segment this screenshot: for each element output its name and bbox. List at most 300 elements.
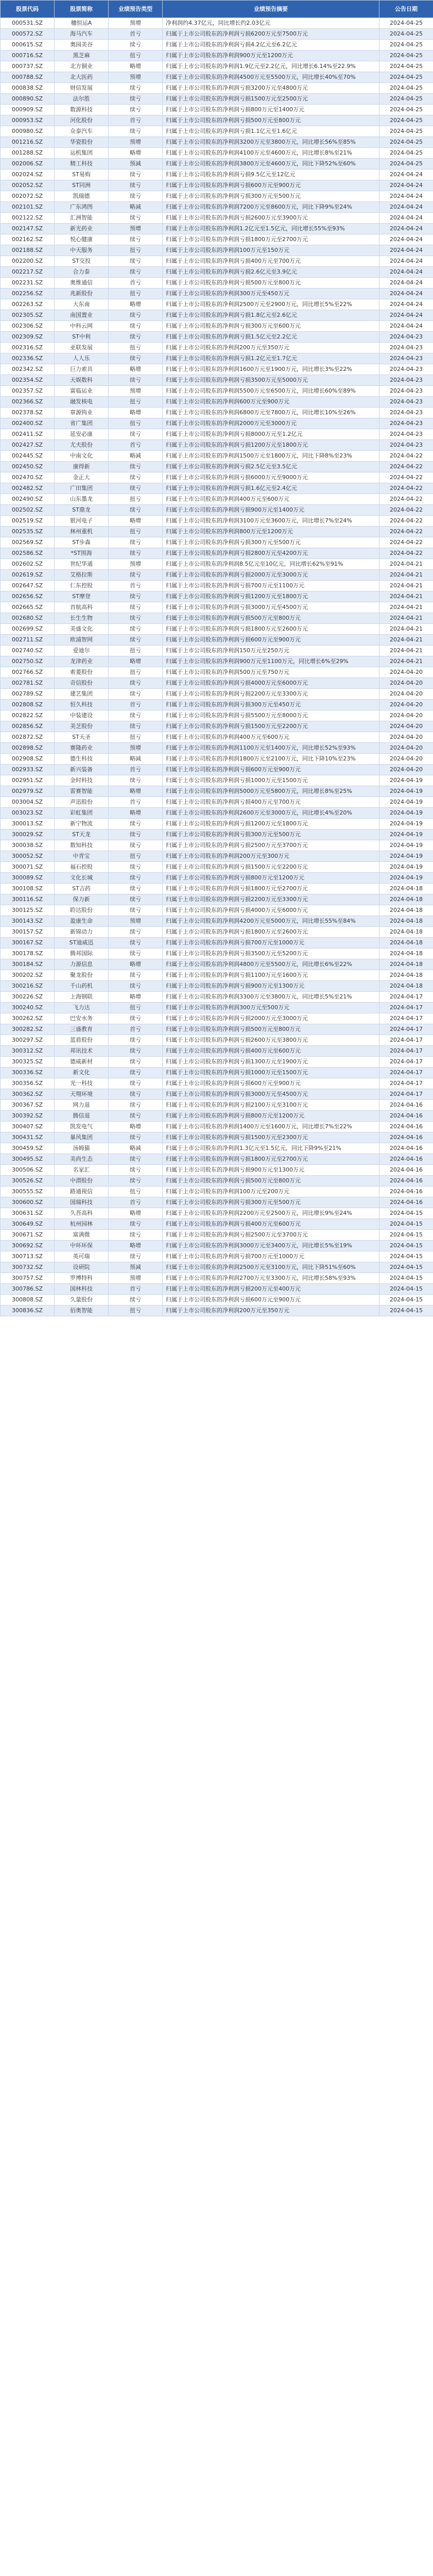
stock-code-cell[interactable]: 002336.SZ [1, 353, 55, 364]
stock-code-cell[interactable]: 002316.SZ [1, 343, 55, 353]
forecast-type-cell: 续亏 [109, 234, 163, 245]
stock-code-cell[interactable]: 002200.SZ [1, 256, 55, 267]
stock-code-cell[interactable]: 300297.SZ [1, 1035, 55, 1046]
stock-code-cell[interactable]: 000716.SZ [1, 50, 55, 61]
stock-name-cell[interactable]: 腾邦国际 [55, 948, 109, 959]
stock-code-cell[interactable]: 300732.SZ [1, 1262, 55, 1273]
stock-code-cell[interactable]: 300143.SZ [1, 916, 55, 927]
stock-name-cell[interactable]: 新锦动力 [55, 927, 109, 938]
stock-name-cell[interactable]: 新光药业 [55, 224, 109, 234]
announce-date-cell: 2024-04-24 [379, 310, 433, 321]
stock-code-cell[interactable]: 300495.SZ [1, 1154, 55, 1165]
stock-code-cell[interactable]: 300178.SZ [1, 948, 55, 959]
header-stock-code[interactable]: 股票代码 [1, 1, 55, 18]
stock-name-cell[interactable]: 法尔胜 [55, 94, 109, 105]
stock-name-cell[interactable]: 美尚生态 [55, 1154, 109, 1165]
stock-code-cell[interactable]: 000572.SZ [1, 29, 55, 40]
table-row [1, 808, 433, 819]
stock-code-cell[interactable]: 002619.SZ [1, 570, 55, 581]
stock-name-cell[interactable]: ST迪威迅 [55, 938, 109, 948]
stock-name-cell[interactable]: 中青宝 [55, 851, 109, 862]
stock-code-cell[interactable]: 300202.SZ [1, 970, 55, 981]
stock-name-cell[interactable]: 人人乐 [55, 353, 109, 364]
forecast-summary-cell: 归属于上市公司股东的净利润亏损1200万元至1800万元 [163, 440, 379, 451]
stock-name-cell[interactable]: 金时科技 [55, 775, 109, 786]
stock-name-cell[interactable]: ST吉药 [55, 884, 109, 894]
forecast-type-cell: 续亏 [109, 840, 163, 851]
forecast-summary-cell: 归属于上市公司股东的净利润亏损1.1亿元至1.6亿元 [163, 126, 379, 137]
stock-name-cell[interactable]: 奥维通信 [55, 278, 109, 289]
announce-date-cell: 2024-04-16 [379, 1100, 433, 1111]
stock-code-cell[interactable]: 002482.SZ [1, 483, 55, 494]
stock-code-cell[interactable]: 300125.SZ [1, 905, 55, 916]
table-row [1, 537, 433, 548]
stock-code-cell[interactable]: 000788.SZ [1, 72, 55, 83]
table-row [1, 202, 433, 213]
forecast-summary-cell: 归属于上市公司股东的净利润300万元至500万元 [163, 1003, 379, 1013]
stock-name-cell[interactable]: 罗博特科 [55, 1273, 109, 1284]
forecast-type-cell: 续亏 [109, 1251, 163, 1262]
stock-code-cell[interactable]: 300362.SZ [1, 1089, 55, 1100]
forecast-summary-cell: 归属于上市公司股东的净利润4500万元至5500万元，同比增长40%至70% [163, 72, 379, 83]
stock-code-cell[interactable]: 300240.SZ [1, 1003, 55, 1013]
stock-code-cell[interactable]: 300184.SZ [1, 959, 55, 970]
forecast-type-cell: 扭亏 [109, 667, 163, 678]
stock-code-cell[interactable]: 002122.SZ [1, 213, 55, 224]
stock-code-cell[interactable]: 002656.SZ [1, 591, 55, 602]
stock-name-cell[interactable]: 众泰汽车 [55, 126, 109, 137]
stock-name-cell[interactable]: 国林科技 [55, 1284, 109, 1295]
stock-code-cell[interactable]: 002490.SZ [1, 494, 55, 505]
stock-name-cell[interactable]: 光一科技 [55, 1078, 109, 1089]
forecast-summary-cell: 归属于上市公司股东的净利润2200万元至2500万元，同比增长9%至24% [163, 1208, 379, 1219]
header-announce-date[interactable]: 公告日期 [379, 1, 433, 18]
stock-code-cell[interactable]: 300506.SZ [1, 1165, 55, 1176]
stock-name-cell[interactable]: 悦心健康 [55, 234, 109, 245]
stock-code-cell[interactable]: 002789.SZ [1, 689, 55, 700]
stock-code-cell[interactable]: 002808.SZ [1, 700, 55, 710]
stock-code-cell[interactable]: 002856.SZ [1, 721, 55, 732]
stock-code-cell[interactable]: 300836.SZ [1, 1306, 55, 1316]
stock-code-cell[interactable]: 002400.SZ [1, 418, 55, 429]
announce-date-cell: 2024-04-21 [379, 646, 433, 656]
stock-name-cell[interactable]: 巨力索具 [55, 364, 109, 375]
stock-code-cell[interactable]: 002378.SZ [1, 408, 55, 418]
stock-code-cell[interactable]: 003004.SZ [1, 797, 55, 808]
stock-code-cell[interactable]: 002342.SZ [1, 364, 55, 375]
stock-name-cell[interactable]: 海马汽车 [55, 29, 109, 40]
stock-name-cell[interactable]: ST步森 [55, 537, 109, 548]
stock-code-cell[interactable]: 300713.SZ [1, 1251, 55, 1262]
stock-code-cell[interactable]: 000890.SZ [1, 94, 55, 105]
stock-code-cell[interactable]: 300631.SZ [1, 1208, 55, 1219]
stock-name-cell[interactable]: 杭州园林 [55, 1219, 109, 1230]
stock-code-cell[interactable]: 002357.SZ [1, 386, 55, 397]
stock-name-cell[interactable]: 北大医药 [55, 72, 109, 83]
stock-code-cell[interactable]: 000615.SZ [1, 40, 55, 50]
stock-code-cell[interactable]: 300089.SZ [1, 873, 55, 884]
stock-name-cell[interactable]: 聚龙股份 [55, 970, 109, 981]
stock-name-cell[interactable]: 建艺集团 [55, 689, 109, 700]
stock-code-cell[interactable]: 300116.SZ [1, 894, 55, 905]
table-row [1, 775, 433, 786]
stock-name-cell[interactable]: 腾信退 [55, 1111, 109, 1122]
stock-name-cell[interactable]: 中南文化 [55, 451, 109, 462]
stock-name-cell[interactable]: 世纪华通 [55, 559, 109, 570]
stock-name-cell[interactable]: 精工科技 [55, 159, 109, 170]
stock-name-cell[interactable]: 运机集团 [55, 148, 109, 159]
stock-code-cell[interactable]: 002366.SZ [1, 397, 55, 408]
stock-name-cell[interactable]: 数知科技 [55, 840, 109, 851]
stock-name-cell[interactable]: 聆达股份 [55, 905, 109, 916]
stock-name-cell[interactable]: 汤姆猫 [55, 1143, 109, 1154]
announce-date-cell: 2024-04-18 [379, 948, 433, 959]
stock-code-cell[interactable]: 300013.SZ [1, 819, 55, 829]
stock-code-cell[interactable]: 002699.SZ [1, 624, 55, 635]
stock-name-cell[interactable]: 汇洲智能 [55, 213, 109, 224]
forecast-type-cell: 扭亏 [109, 418, 163, 429]
table-row [1, 61, 433, 72]
stock-name-cell[interactable]: 德威新材 [55, 1057, 109, 1067]
stock-code-cell[interactable]: 002979.SZ [1, 786, 55, 797]
stock-code-cell[interactable]: 300029.SZ [1, 829, 55, 840]
stock-code-cell[interactable]: 002781.SZ [1, 678, 55, 689]
stock-code-cell[interactable]: 002006.SZ [1, 159, 55, 170]
stock-code-cell[interactable]: 002470.SZ [1, 472, 55, 483]
stock-code-cell[interactable]: 300282.SZ [1, 1024, 55, 1035]
stock-code-cell[interactable]: 000909.SZ [1, 105, 55, 115]
stock-code-cell[interactable]: 300392.SZ [1, 1111, 55, 1122]
stock-code-cell[interactable]: 000737.SZ [1, 61, 55, 72]
stock-name-cell[interactable]: 欧浦智网 [55, 635, 109, 646]
stock-name-cell[interactable]: 融发核电 [55, 397, 109, 408]
stock-name-cell[interactable]: 久吾高科 [55, 1208, 109, 1219]
stock-name-cell[interactable]: 长生生物 [55, 613, 109, 624]
stock-name-cell[interactable]: 林州重机 [55, 527, 109, 537]
stock-code-cell[interactable]: 002445.SZ [1, 451, 55, 462]
stock-name-cell[interactable]: ST同洲 [55, 180, 109, 191]
announce-date-cell: 2024-04-23 [379, 397, 433, 408]
stock-code-cell[interactable]: 002647.SZ [1, 581, 55, 591]
table-row [1, 1306, 433, 1316]
forecast-type-cell: 略增 [109, 61, 163, 72]
stock-name-cell[interactable]: 章源钨业 [55, 408, 109, 418]
stock-code-cell[interactable]: 300356.SZ [1, 1078, 55, 1089]
table-row [1, 159, 433, 170]
stock-code-cell[interactable]: 002263.SZ [1, 299, 55, 310]
stock-name-cell[interactable]: 千山药机 [55, 981, 109, 992]
announce-date-cell: 2024-04-20 [379, 754, 433, 765]
stock-code-cell[interactable]: 002309.SZ [1, 332, 55, 343]
stock-name-cell[interactable]: 设研院 [55, 1262, 109, 1273]
stock-code-cell[interactable]: 300038.SZ [1, 840, 55, 851]
stock-code-cell[interactable]: 002052.SZ [1, 180, 55, 191]
header-stock-name[interactable]: 股票简称 [55, 1, 109, 18]
stock-name-cell[interactable]: 穗恒运A [55, 18, 109, 29]
stock-name-cell[interactable]: 英可瑞 [55, 1251, 109, 1262]
stock-code-cell[interactable]: 001288.SZ [1, 148, 55, 159]
announce-date-cell: 2024-04-20 [379, 743, 433, 754]
announce-date-cell: 2024-04-15 [379, 1241, 433, 1251]
forecast-summary-cell: 归属于上市公司股东的净利润100万元至200万元 [163, 1187, 379, 1197]
stock-name-cell[interactable]: 首航高科 [55, 602, 109, 613]
stock-name-cell[interactable]: 仁东控股 [55, 581, 109, 591]
stock-name-cell[interactable]: 天娱数科 [55, 375, 109, 386]
stock-name-cell[interactable]: 奇信股份 [55, 678, 109, 689]
stock-name-cell[interactable]: ST交投 [55, 256, 109, 267]
stock-code-cell[interactable]: 002188.SZ [1, 245, 55, 256]
stock-code-cell[interactable]: 002680.SZ [1, 613, 55, 624]
stock-name-cell[interactable]: 巴安水务 [55, 1013, 109, 1024]
stock-name-cell[interactable]: 美盛文化 [55, 624, 109, 635]
table-row [1, 170, 433, 180]
forecast-summary-cell: 归属于上市公司股东的净利润亏损400万元至600万元 [163, 1219, 379, 1230]
forecast-type-cell: 续亏 [109, 483, 163, 494]
stock-code-cell[interactable]: 002450.SZ [1, 462, 55, 472]
stock-name-cell[interactable]: 康得新 [55, 462, 109, 472]
forecast-summary-cell: 归属于上市公司股东的净利润800万元至1200万元 [163, 527, 379, 537]
stock-name-cell[interactable]: 保力新 [55, 894, 109, 905]
stock-code-cell[interactable]: 300526.SZ [1, 1176, 55, 1187]
stock-name-cell[interactable]: 福石控股 [55, 862, 109, 873]
forecast-type-cell: 续亏 [109, 624, 163, 635]
stock-code-cell[interactable]: 300808.SZ [1, 1295, 55, 1306]
forecast-type-cell: 续亏 [109, 1035, 163, 1046]
stock-name-cell[interactable]: 名家汇 [55, 1165, 109, 1176]
stock-code-cell[interactable]: 300407.SZ [1, 1122, 55, 1132]
stock-code-cell[interactable]: 300757.SZ [1, 1273, 55, 1284]
stock-code-cell[interactable]: 002411.SZ [1, 429, 55, 440]
stock-code-cell[interactable]: 300167.SZ [1, 938, 55, 948]
table-row [1, 624, 433, 635]
stock-code-cell[interactable]: 001216.SZ [1, 137, 55, 148]
stock-code-cell[interactable]: 002101.SZ [1, 202, 55, 213]
stock-code-cell[interactable]: 002908.SZ [1, 754, 55, 765]
stock-name-cell[interactable]: 国瑞科技 [55, 1197, 109, 1208]
stock-code-cell[interactable]: 002822.SZ [1, 710, 55, 721]
stock-code-cell[interactable]: 300555.SZ [1, 1187, 55, 1197]
stock-code-cell[interactable]: 300226.SZ [1, 992, 55, 1003]
table-row [1, 635, 433, 646]
stock-name-cell[interactable]: 恒久科技 [55, 700, 109, 710]
stock-code-cell[interactable]: 002951.SZ [1, 775, 55, 786]
stock-name-cell[interactable]: 黑芝麻 [55, 50, 109, 61]
stock-code-cell[interactable]: 003023.SZ [1, 808, 55, 819]
stock-code-cell[interactable]: 002354.SZ [1, 375, 55, 386]
stock-name-cell[interactable]: 广田集团 [55, 483, 109, 494]
stock-name-cell[interactable]: 索菱股份 [55, 667, 109, 678]
stock-name-cell[interactable]: 暴风集团 [55, 1132, 109, 1143]
stock-code-cell[interactable]: 002766.SZ [1, 667, 55, 678]
stock-name-cell[interactable]: 凯瑞德 [55, 191, 109, 202]
stock-name-cell[interactable]: 省广集团 [55, 418, 109, 429]
stock-name-cell[interactable]: 数源科技 [55, 105, 109, 115]
stock-name-cell[interactable]: 爱迪尔 [55, 646, 109, 656]
forecast-type-cell: 续亏 [109, 1165, 163, 1176]
stock-name-cell[interactable]: 中装建设 [55, 710, 109, 721]
stock-name-cell[interactable]: 盈康生命 [55, 916, 109, 927]
stock-name-cell[interactable]: 艾格拉斯 [55, 570, 109, 581]
stock-code-cell[interactable]: 300216.SZ [1, 981, 55, 992]
stock-name-cell[interactable]: 中科云网 [55, 321, 109, 332]
stock-name-cell[interactable]: 富临运业 [55, 386, 109, 397]
table-row [1, 570, 433, 581]
stock-code-cell[interactable]: 300692.SZ [1, 1241, 55, 1251]
stock-code-cell[interactable]: 300649.SZ [1, 1219, 55, 1230]
stock-code-cell[interactable]: 002740.SZ [1, 646, 55, 656]
forecast-type-cell: 续亏 [109, 126, 163, 137]
table-row [1, 1003, 433, 1013]
forecast-type-cell: 续亏 [109, 1078, 163, 1089]
table-row [1, 1295, 433, 1306]
header-forecast-summary[interactable]: 业绩预告摘要 [163, 1, 379, 18]
stock-name-cell[interactable]: 雷赛智能 [55, 786, 109, 797]
stock-name-cell[interactable]: 兆新股份 [55, 289, 109, 299]
stock-name-cell[interactable]: 彩虹集团 [55, 808, 109, 819]
stock-name-cell[interactable]: 财信发展 [55, 83, 109, 94]
stock-name-cell[interactable]: ST鼎龙 [55, 505, 109, 516]
stock-code-cell[interactable]: 002586.SZ [1, 548, 55, 559]
table-row [1, 1024, 433, 1035]
stock-code-cell[interactable]: 002231.SZ [1, 278, 55, 289]
stock-name-cell[interactable]: 力源信息 [55, 959, 109, 970]
stock-name-cell[interactable]: 天翔环境 [55, 1089, 109, 1100]
stock-name-cell[interactable]: 龙津药业 [55, 656, 109, 667]
announce-date-cell: 2024-04-19 [379, 829, 433, 840]
stock-code-cell[interactable]: 002256.SZ [1, 289, 55, 299]
stock-name-cell[interactable]: 邦讯技术 [55, 1046, 109, 1057]
stock-name-cell[interactable]: ST易购 [55, 170, 109, 180]
stock-name-cell[interactable]: ST天龙 [55, 829, 109, 840]
table-row [1, 851, 433, 862]
stock-code-cell[interactable]: 300459.SZ [1, 1143, 55, 1154]
stock-code-cell[interactable]: 300367.SZ [1, 1100, 55, 1111]
stock-code-cell[interactable]: 000531.SZ [1, 18, 55, 29]
stock-name-cell[interactable]: 德生科技 [55, 754, 109, 765]
stock-name-cell[interactable]: 山东墨龙 [55, 494, 109, 505]
stock-code-cell[interactable]: 002602.SZ [1, 559, 55, 570]
stock-code-cell[interactable]: 002711.SZ [1, 635, 55, 646]
stock-code-cell[interactable]: 300671.SZ [1, 1230, 55, 1241]
stock-name-cell[interactable]: 尤夫股份 [55, 440, 109, 451]
stock-name-cell[interactable]: ST中利 [55, 332, 109, 343]
stock-code-cell[interactable]: 002427.SZ [1, 440, 55, 451]
stock-code-cell[interactable]: 002535.SZ [1, 527, 55, 537]
stock-code-cell[interactable]: 002872.SZ [1, 732, 55, 743]
stock-name-cell[interactable]: 新宁物流 [55, 819, 109, 829]
stock-code-cell[interactable]: 002898.SZ [1, 743, 55, 754]
stock-code-cell[interactable]: 002933.SZ [1, 765, 55, 775]
forecast-summary-cell: 归属于上市公司股东的净利润2600万元至3000万元，同比增长4%至20% [163, 808, 379, 819]
forecast-summary-cell: 归属于上市公司股东的净利润亏损1500万元至2200万元 [163, 721, 379, 732]
stock-name-cell[interactable]: 大东南 [55, 299, 109, 310]
stock-name-cell[interactable]: 久量股份 [55, 1295, 109, 1306]
stock-code-cell[interactable]: 300052.SZ [1, 851, 55, 862]
stock-name-cell[interactable]: 华瓷股份 [55, 137, 109, 148]
forecast-summary-cell: 归属于上市公司股东的净利润600万元至900万元 [163, 397, 379, 408]
stock-code-cell[interactable]: 002502.SZ [1, 505, 55, 516]
stock-name-cell[interactable]: 合力泰 [55, 267, 109, 278]
stock-code-cell[interactable]: 002217.SZ [1, 267, 55, 278]
stock-name-cell[interactable]: 北方铜业 [55, 61, 109, 72]
header-forecast-type[interactable]: 业绩预告类型 [109, 1, 163, 18]
stock-code-cell[interactable]: 300108.SZ [1, 884, 55, 894]
stock-code-cell[interactable]: 300157.SZ [1, 927, 55, 938]
stock-name-cell[interactable]: 网力退 [55, 1100, 109, 1111]
stock-name-cell[interactable]: 新文化 [55, 1067, 109, 1078]
stock-name-cell[interactable]: 中天服务 [55, 245, 109, 256]
announce-date-cell: 2024-04-15 [379, 1284, 433, 1295]
stock-name-cell[interactable]: 赛隆药业 [55, 743, 109, 754]
stock-code-cell[interactable]: 002162.SZ [1, 234, 55, 245]
stock-name-cell[interactable]: 声迅股份 [55, 797, 109, 808]
stock-name-cell[interactable]: 延安必康 [55, 429, 109, 440]
stock-code-cell[interactable]: 002024.SZ [1, 170, 55, 180]
stock-code-cell[interactable]: 000980.SZ [1, 126, 55, 137]
stock-name-cell[interactable]: 凯发电气 [55, 1122, 109, 1132]
stock-code-cell[interactable]: 002665.SZ [1, 602, 55, 613]
stock-name-cell[interactable]: 中潜股份 [55, 1176, 109, 1187]
stock-name-cell[interactable]: 三盛教育 [55, 1024, 109, 1035]
stock-name-cell[interactable]: 广东鸿图 [55, 202, 109, 213]
table-row [1, 894, 433, 905]
stock-code-cell[interactable]: 300336.SZ [1, 1067, 55, 1078]
stock-code-cell[interactable]: 002750.SZ [1, 656, 55, 667]
stock-name-cell[interactable]: 飞力达 [55, 1003, 109, 1013]
forecast-type-cell: 续亏 [109, 591, 163, 602]
stock-name-cell[interactable]: *ST围海 [55, 548, 109, 559]
stock-name-cell[interactable]: 河化股份 [55, 115, 109, 126]
stock-name-cell[interactable]: 蓝盾股份 [55, 1035, 109, 1046]
stock-name-cell[interactable]: ST摩登 [55, 591, 109, 602]
stock-code-cell[interactable]: 002569.SZ [1, 537, 55, 548]
stock-code-cell[interactable]: 300325.SZ [1, 1057, 55, 1067]
stock-name-cell[interactable]: 佰奥智能 [55, 1306, 109, 1316]
stock-code-cell[interactable]: 002305.SZ [1, 310, 55, 321]
stock-name-cell[interactable]: 亚联发展 [55, 343, 109, 353]
stock-code-cell[interactable]: 300600.SZ [1, 1197, 55, 1208]
stock-code-cell[interactable]: 002306.SZ [1, 321, 55, 332]
stock-code-cell[interactable]: 000953.SZ [1, 115, 55, 126]
stock-name-cell[interactable]: 路通视信 [55, 1187, 109, 1197]
stock-name-cell[interactable]: 银河电子 [55, 516, 109, 527]
stock-code-cell[interactable]: 002147.SZ [1, 224, 55, 234]
stock-name-cell[interactable]: 美芝股份 [55, 721, 109, 732]
table-row [1, 332, 433, 343]
stock-code-cell[interactable]: 300312.SZ [1, 1046, 55, 1057]
forecast-type-cell: 首亏 [109, 581, 163, 591]
stock-name-cell[interactable]: ST天圣 [55, 732, 109, 743]
stock-code-cell[interactable]: 000838.SZ [1, 83, 55, 94]
forecast-type-cell: 预增 [109, 386, 163, 397]
stock-name-cell[interactable]: 新兴装备 [55, 765, 109, 775]
stock-name-cell[interactable]: 南国置业 [55, 310, 109, 321]
stock-name-cell[interactable]: 中环环保 [55, 1241, 109, 1251]
stock-code-cell[interactable]: 002072.SZ [1, 191, 55, 202]
stock-name-cell[interactable]: 富满微 [55, 1230, 109, 1241]
stock-name-cell[interactable]: 金正大 [55, 472, 109, 483]
stock-name-cell[interactable]: 上海钢联 [55, 992, 109, 1003]
stock-code-cell[interactable]: 300431.SZ [1, 1132, 55, 1143]
stock-code-cell[interactable]: 002519.SZ [1, 516, 55, 527]
stock-code-cell[interactable]: 300071.SZ [1, 862, 55, 873]
stock-code-cell[interactable]: 300262.SZ [1, 1013, 55, 1024]
forecast-summary-cell: 归属于上市公司股东的净利润亏损1.5亿元至2.2亿元 [163, 332, 379, 343]
stock-code-cell[interactable]: 300786.SZ [1, 1284, 55, 1295]
announce-date-cell: 2024-04-23 [379, 440, 433, 451]
stock-name-cell[interactable]: 文化长城 [55, 873, 109, 884]
stock-name-cell[interactable]: 奥园美谷 [55, 40, 109, 50]
